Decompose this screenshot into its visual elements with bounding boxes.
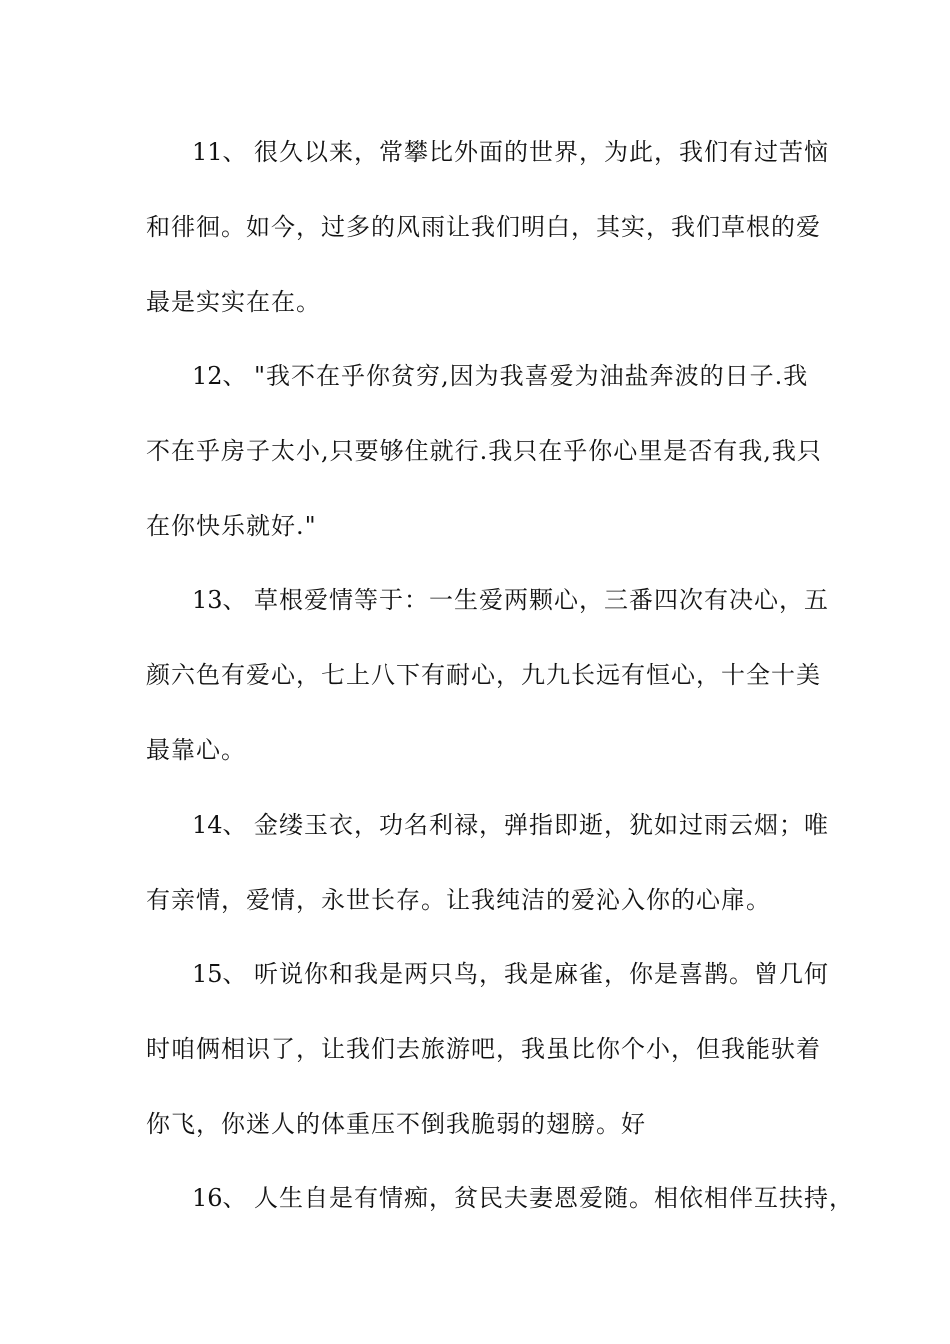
item-number: 13、: [192, 586, 247, 614]
paragraph-line: 和徘徊。如今，过多的风雨让我们明白，其实，我们草根的爱: [146, 213, 821, 241]
paragraph-line: 你飞，你迷人的体重压不倒我脆弱的翅膀。好: [146, 1110, 646, 1138]
line-text: "我不在乎你贫穷,因为我喜爱为油盐奔波的日子.我: [254, 362, 809, 390]
paragraph-14: [146, 788, 829, 938]
paragraph-16: [146, 1161, 854, 1236]
paragraph-line: [146, 937, 829, 1012]
item-number: 15、: [192, 960, 247, 988]
item-number: 11、: [192, 138, 247, 166]
line-text: 听说你和我是两只鸟，我是麻雀，你是喜鹊。曾几何: [254, 960, 829, 988]
item-number: 12、: [192, 362, 247, 390]
paragraph-line: [146, 563, 829, 638]
line-text: 金缕玉衣，功名利禄，弹指即逝，犹如过雨云烟；唯: [254, 811, 829, 839]
paragraph-12: [146, 339, 822, 564]
paragraph-line: 最靠心。: [146, 736, 246, 764]
item-number: 14、: [192, 811, 247, 839]
paragraph-line: 有亲情，爱情，永世长存。让我纯洁的爱沁入你的心扉。: [146, 886, 771, 914]
paragraph-line: 时咱俩相识了，让我们去旅游吧，我虽比你个小，但我能驮着: [146, 1035, 821, 1063]
line-text: 草根爱情等于：一生爱两颗心，三番四次有决心，五: [254, 586, 829, 614]
paragraph-line: 在你快乐就好.": [146, 512, 317, 540]
paragraph-line: [146, 1161, 854, 1236]
paragraph-13: [146, 563, 829, 788]
paragraph-line: 颜六色有爱心，七上八下有耐心，九九长远有恒心，十全十美: [146, 661, 821, 689]
line-text: 人生自是有情痴，贫民夫妻恩爱随。相依相伴互扶持，: [254, 1184, 854, 1212]
paragraph-line: [146, 339, 822, 414]
line-text: 很久以来，常攀比外面的世界，为此，我们有过苦恼: [254, 138, 829, 166]
paragraph-line: 最是实实在在。: [146, 288, 321, 316]
paragraph-11: [146, 115, 829, 340]
item-number: 16、: [192, 1184, 247, 1212]
paragraph-15: [146, 937, 829, 1162]
paragraph-line: 不在乎房子太小,只要够住就行.我只在乎你心里是否有我,我只: [146, 437, 822, 465]
paragraph-line: [146, 115, 829, 190]
paragraph-line: [146, 788, 829, 863]
